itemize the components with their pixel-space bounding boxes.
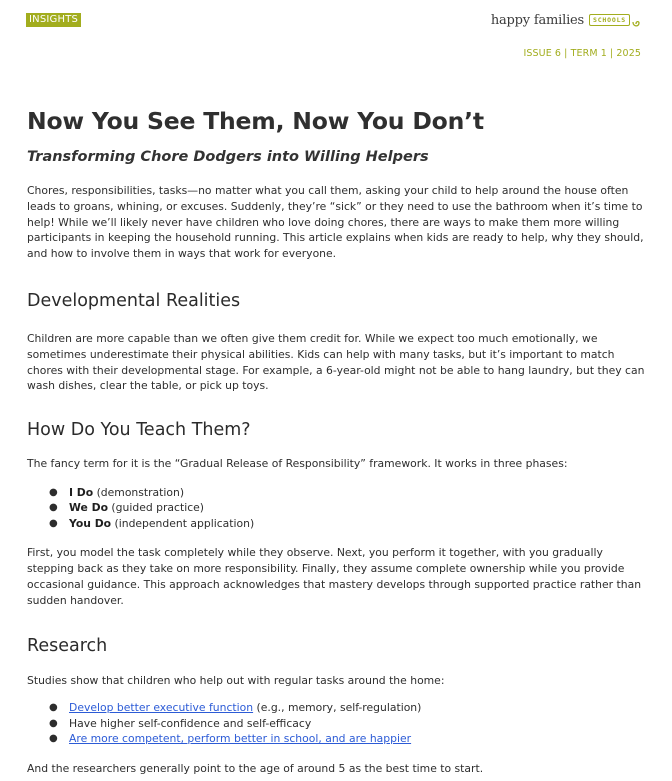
section-heading-research: Research [27, 635, 108, 656]
bullet-icon: ● [49, 733, 58, 745]
brand-badge: SCHOOLS [589, 14, 630, 26]
developmental-paragraph: Children are more capable than we often give them credit for. While we expect too much emotionally, we sometimes underestimate their physical abilities. Kids can help with many tasks, but it’s important to match chores with their developmental stage. For example, a 6-year-old might not be able to hang laundry, but they can wash dishes, clear the table, or pick up toys. [27, 331, 645, 393]
brand-name: happy families [490, 12, 584, 28]
brand-swirl-icon [631, 20, 641, 30]
list-item-text: (e.g., memory, self-regulation) [253, 701, 422, 715]
section-heading-teach: How Do You Teach Them? [27, 420, 251, 441]
bullet-icon: ● [49, 702, 58, 714]
list-item [49, 731, 645, 747]
closing-paragraph: And the researchers generally point to the age of around 5 as the best time to start. [27, 761, 484, 775]
list-item-bold: You Do [69, 516, 112, 530]
list-item [49, 700, 645, 716]
list-item [49, 716, 645, 732]
competent-happier-link[interactable]: Are more competent, perform better in school, and are happier [69, 732, 412, 746]
list-item [49, 500, 645, 516]
article [27, 104, 645, 777]
list-item [49, 516, 645, 532]
research-list [27, 700, 645, 747]
phases-list [27, 485, 645, 532]
bullet-icon: ● [49, 502, 58, 514]
bullet-icon: ● [49, 717, 58, 729]
issue-info: ISSUE 6 | TERM 1 | 2025 [523, 48, 641, 59]
article-title: Now You See Them, Now You Don’t [27, 107, 484, 135]
list-item [49, 485, 645, 501]
executive-function-link[interactable]: Develop better executive function [69, 701, 254, 715]
page-header [0, 0, 672, 70]
list-item-text: (demonstration) [93, 485, 185, 499]
bullet-icon: ● [49, 486, 58, 498]
intro-paragraph: Chores, responsibilities, tasks—no matter what you call them, asking your child to help around the house often leads to groans, whining, or excuses. Suddenly, they’re “sick” or they need to use the bathroom when it’s time to help! While we’ll likely never have children who love doing chores, there are ways to make them more willing participants in keeping the household running. This article explains when kids are ready to help, why they should, and how to involve them in ways that work for everyone. [27, 184, 644, 261]
list-item-text: Have higher self-confidence and self-efficacy [69, 716, 312, 730]
section-heading-developmental: Developmental Realities [27, 290, 241, 311]
bullet-icon: ● [49, 517, 58, 529]
teach-paragraph: The fancy term for it is the “Gradual Release of Responsibility” framework. It works in three phases: [27, 457, 568, 471]
list-item-bold: I Do [69, 485, 94, 499]
research-paragraph: Studies show that children who help out with regular tasks around the home: [27, 673, 445, 687]
insights-tag: INSIGHTS [26, 13, 81, 27]
teach-after-paragraph: First, you model the task completely while they observe. Next, you perform it together, with you gradually stepping back as they take on more responsibility. Finally, they assume complete ownership while you provide occasional guidance. This approach acknowledges that mastery develops through supported practice rather than sudden handover. [27, 546, 642, 607]
brand-logo [491, 10, 641, 30]
list-item-text: (independent application) [111, 516, 255, 530]
list-item-text: (guided practice) [108, 501, 204, 515]
list-item-bold: We Do [69, 501, 108, 515]
article-subtitle: Transforming Chore Dodgers into Willing Helpers [27, 149, 429, 165]
